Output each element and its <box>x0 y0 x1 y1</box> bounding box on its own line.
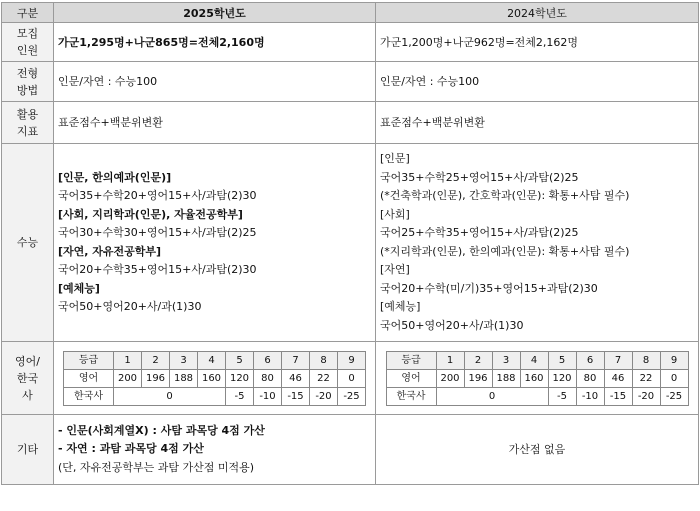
etc-2025-line: - 자연 : 과탐 과목당 4점 가산 <box>58 442 204 456</box>
english-score: 160 <box>520 369 548 387</box>
english-score: 160 <box>198 369 226 387</box>
grade-number: 8 <box>310 351 338 369</box>
suneung-2024-line: 국어35+수학25+영어15+사/과탐(2)25 <box>380 170 579 184</box>
row-english <box>2 342 699 415</box>
grade-number: 7 <box>604 351 632 369</box>
label-method: 전형 방법 <box>2 62 54 102</box>
header-row <box>2 3 699 23</box>
recruit-2024: 가군1,200명+나군962명=전체2,162명 <box>376 23 699 62</box>
history-score: -20 <box>632 387 660 405</box>
etc-2025-line: (단, 자유전공학부는 과탐 가산점 미적용) <box>58 460 255 474</box>
grade-number: 3 <box>170 351 198 369</box>
grade-number: 4 <box>520 351 548 369</box>
history-score: -15 <box>282 387 310 405</box>
english-score: 46 <box>604 369 632 387</box>
grade-header: 등급 <box>386 351 436 369</box>
english-score: 196 <box>464 369 492 387</box>
english-score: 22 <box>310 369 338 387</box>
suneung-2025-line: [자연, 자유전공학부] <box>58 244 162 258</box>
row-method <box>2 62 699 102</box>
suneung-2025-lines <box>58 169 371 317</box>
suneung-2025-line: 국어20+수학35+영어15+사/과탐(2)30 <box>58 263 257 276</box>
history-score: -25 <box>338 387 366 405</box>
suneung-2025 <box>54 144 376 342</box>
grade-table-2025-cell <box>54 342 376 415</box>
label-recruit: 모집 인원 <box>2 23 54 62</box>
admission-comparison-table <box>1 2 699 485</box>
english-label: 영어 <box>64 369 114 387</box>
english-score: 188 <box>492 369 520 387</box>
grade-header: 등급 <box>64 351 114 369</box>
etc-2025-lines <box>58 422 371 478</box>
label-suneung: 수능 <box>2 144 54 342</box>
header-category: 구분 <box>2 3 54 23</box>
english-score: 22 <box>632 369 660 387</box>
suneung-2024 <box>376 144 699 342</box>
suneung-2024-line: [예체능] <box>380 300 421 313</box>
label-english-history: 영어/ 한국 사 <box>2 342 54 415</box>
english-score: 200 <box>114 369 142 387</box>
suneung-2025-line: [인문, 한의예과(인문)] <box>58 170 172 184</box>
suneung-2025-line: 국어50+영어20+사/과(1)30 <box>58 300 202 313</box>
english-score: 0 <box>338 369 366 387</box>
row-suneung <box>2 144 699 342</box>
history-score: -5 <box>548 387 576 405</box>
grade-number: 3 <box>492 351 520 369</box>
etc-2024: 가산점 없음 <box>376 415 699 485</box>
grade-number: 4 <box>198 351 226 369</box>
row-etc <box>2 415 699 485</box>
suneung-2024-line: [사회] <box>380 207 410 221</box>
history-score: -15 <box>604 387 632 405</box>
index-2024: 표준점수+백분위변환 <box>376 102 699 144</box>
suneung-2024-lines <box>380 150 694 335</box>
english-score: 188 <box>170 369 198 387</box>
grade-table-2025 <box>63 351 366 406</box>
method-2025: 인문/자연 : 수능100 <box>54 62 376 102</box>
grade-number: 9 <box>660 351 688 369</box>
english-score: 46 <box>282 369 310 387</box>
etc-2025-line: - 인문(사회계열X) : 사탐 과목당 4점 가산 <box>58 423 265 437</box>
english-label: 영어 <box>386 369 436 387</box>
etc-2025 <box>54 415 376 485</box>
grade-number: 2 <box>464 351 492 369</box>
suneung-2024-line: (*건축학과(인문), 간호학과(인문): 확통+사탐 필수) <box>380 189 630 202</box>
header-2025: 2025학년도 <box>54 3 376 23</box>
grade-number: 1 <box>436 351 464 369</box>
grade-number: 7 <box>282 351 310 369</box>
grade-number: 6 <box>576 351 604 369</box>
english-score: 0 <box>660 369 688 387</box>
english-score: 80 <box>576 369 604 387</box>
english-score: 196 <box>142 369 170 387</box>
english-score: 200 <box>436 369 464 387</box>
grade-number: 5 <box>226 351 254 369</box>
grade-number: 2 <box>142 351 170 369</box>
history-label: 한국사 <box>386 387 436 405</box>
grade-number: 8 <box>632 351 660 369</box>
grade-number: 1 <box>114 351 142 369</box>
suneung-2025-line: 국어35+수학20+영어15+사/과탐(2)30 <box>58 189 257 202</box>
grade-number: 6 <box>254 351 282 369</box>
suneung-2025-line: [사회, 지리학과(인문), 자율전공학부] <box>58 207 243 221</box>
history-score: -5 <box>226 387 254 405</box>
history-score: -25 <box>660 387 688 405</box>
label-etc: 기타 <box>2 415 54 485</box>
history-label: 한국사 <box>64 387 114 405</box>
grade-number: 9 <box>338 351 366 369</box>
history-score-zero: 0 <box>114 387 226 405</box>
method-2024: 인문/자연 : 수능100 <box>376 62 699 102</box>
label-index: 활용 지표 <box>2 102 54 144</box>
suneung-2024-line: [자연] <box>380 263 410 276</box>
header-2024: 2024학년도 <box>376 3 699 23</box>
english-score: 80 <box>254 369 282 387</box>
suneung-2024-line: 국어20+수학(미/기)35+영어15+과탐(2)30 <box>380 281 598 295</box>
suneung-2024-line: 국어25+수학35+영어15+사/과탐(2)25 <box>380 226 579 239</box>
row-recruit <box>2 23 699 62</box>
grade-table-2024-cell <box>376 342 699 415</box>
english-score: 120 <box>226 369 254 387</box>
history-score: -20 <box>310 387 338 405</box>
history-score: -10 <box>254 387 282 405</box>
history-score-zero: 0 <box>436 387 548 405</box>
index-2025: 표준점수+백분위변환 <box>54 102 376 144</box>
grade-number: 5 <box>548 351 576 369</box>
suneung-2025-line: [예체능] <box>58 281 100 295</box>
suneung-2024-line: 국어50+영어20+사/과(1)30 <box>380 318 524 332</box>
row-index <box>2 102 699 144</box>
suneung-2025-line: 국어30+수학30+영어15+사/과탐(2)25 <box>58 226 257 239</box>
english-score: 120 <box>548 369 576 387</box>
grade-table-2024 <box>386 351 689 406</box>
suneung-2024-line: (*지리학과(인문), 한의예과(인문): 확통+사탐 필수) <box>380 244 630 258</box>
history-score: -10 <box>576 387 604 405</box>
recruit-2025: 가군1,295명+나군865명=전체2,160명 <box>54 23 376 62</box>
suneung-2024-line: [인문] <box>380 152 410 165</box>
